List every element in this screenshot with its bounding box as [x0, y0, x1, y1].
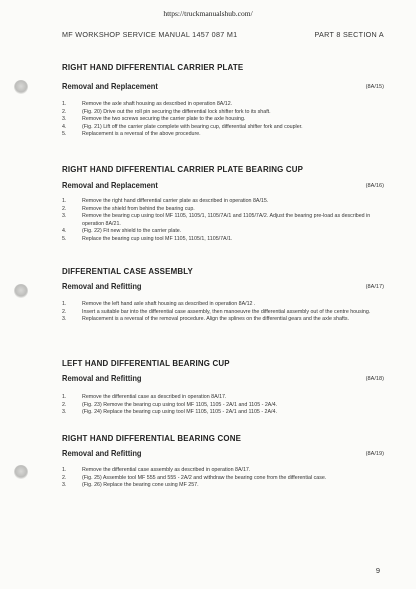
operation-code: (8A/17) [365, 284, 384, 290]
step-item: 5. Replace the bearing cup using tool MF 1105, 1105/1, 1105/7A/1. [62, 235, 233, 242]
step-item: 4. (Fig. 22) Fit new shield to the carrier plate. [62, 228, 182, 235]
step-item: 1. Remove the differential case as described in operation 8A/17. [62, 394, 227, 400]
source-url: https://truckmanualshub.com/ [163, 9, 253, 18]
page-number: 9 [375, 566, 380, 575]
operation-code: (8A/15) [365, 84, 384, 90]
section-subtitle: Removal and Refitting [62, 449, 142, 458]
step-item: 1. Remove the differential case assembly as described in operation 8A/17. [62, 467, 251, 473]
section-rh-carrier-plate [62, 62, 384, 139]
section-subtitle: Removal and Replacement [62, 82, 158, 91]
step-item: 2. (Fig. 23) Remove the bearing cup using tool MF 1105, 1105 - 2A/1 and 1105 - 2A/4. [62, 401, 278, 408]
section-subtitle: Removal and Refitting [62, 282, 142, 291]
section-rh-bearing-cone [62, 433, 384, 490]
manual-title: MF WORKSHOP SERVICE MANUAL 1457 087 M1 [62, 30, 238, 39]
section-title: LEFT HAND DIFFERENTIAL BEARING CUP [62, 358, 230, 368]
section-differential-case-assembly [62, 266, 384, 324]
operation-code: (8A/19) [365, 451, 384, 457]
section-title: RIGHT HAND DIFFERENTIAL CARRIER PLATE BEARING CUP [62, 164, 304, 174]
operation-code: (8A/18) [365, 376, 384, 382]
section-title: DIFFERENTIAL CASE ASSEMBLY [62, 266, 194, 276]
step-item: 1. Remove the left hand axle shaft housing as described in operation 8A/12 . [62, 301, 256, 307]
step-item: 2. (Fig. 20) Drive out the roll pin securing the differential lock shifter fork to its shaft. [62, 108, 271, 115]
step-list [62, 394, 384, 417]
step-item: 5. Replacement is a reversal of the above procedure. [62, 131, 201, 138]
step-list [62, 101, 384, 139]
section-subtitle: Removal and Refitting [62, 374, 142, 383]
section-title: RIGHT HAND DIFFERENTIAL BEARING CONE [62, 433, 242, 443]
step-item: 3. Replacement is a reversal of the removal procedure. Align the splines on the differential gears and the axle shafts. [62, 316, 349, 323]
binder-hole [14, 284, 28, 298]
section-subtitle: Removal and Replacement [62, 181, 158, 190]
step-item: 3. Remove the two screws securing the carrier plate to the axle housing. [62, 116, 246, 123]
step-item: 2. Insert a suitable bar into the differential case assembly, then manoeuvre the differential assembly out of the centre housing. [62, 308, 371, 315]
section-rh-carrier-plate-bearing-cup [62, 164, 384, 244]
step-item: 3. Remove the bearing cup using tool MF 1105, 1105/1, 1105/7A/1 and 1105/7A/2. Adjust the bearing pre-load as described in operation 8A/21. [62, 213, 371, 227]
step-list [62, 301, 384, 324]
step-list [62, 198, 384, 244]
operation-code: (8A/16) [365, 183, 384, 189]
step-item: 3. (Fig. 24) Replace the bearing cup using tool MF 1105, 1105 - 2A/1 and 1105 - 2A/4. [62, 409, 277, 416]
binder-hole [14, 80, 28, 94]
step-item: 1. Remove the right hand differential carrier plate as described in operation 8A/15. [62, 198, 269, 204]
step-item: 3. (Fig. 26) Replace the bearing cone using MF 257. [62, 482, 199, 489]
step-item: 2. Remove the shield from behind the bearing cup. [62, 205, 195, 212]
step-item: 2. (Fig. 25) Assemble tool MF 555 and 555 - 2A/2 and withdraw the bearing cone from the differential case. [62, 474, 327, 481]
section-title: RIGHT HAND DIFFERENTIAL CARRIER PLATE [62, 62, 244, 72]
step-list [62, 467, 384, 490]
step-item: 4. (Fig. 21) Lift off the carrier plate complete with bearing cup, differential shifter fork and coupler. [62, 123, 303, 130]
section-lh-bearing-cup [62, 358, 384, 417]
step-item: 1. Remove the axle shaft housing as described in operation 8A/12. [62, 101, 233, 107]
part-section: PART 8 SECTION A [314, 30, 384, 39]
binder-hole [14, 465, 28, 479]
